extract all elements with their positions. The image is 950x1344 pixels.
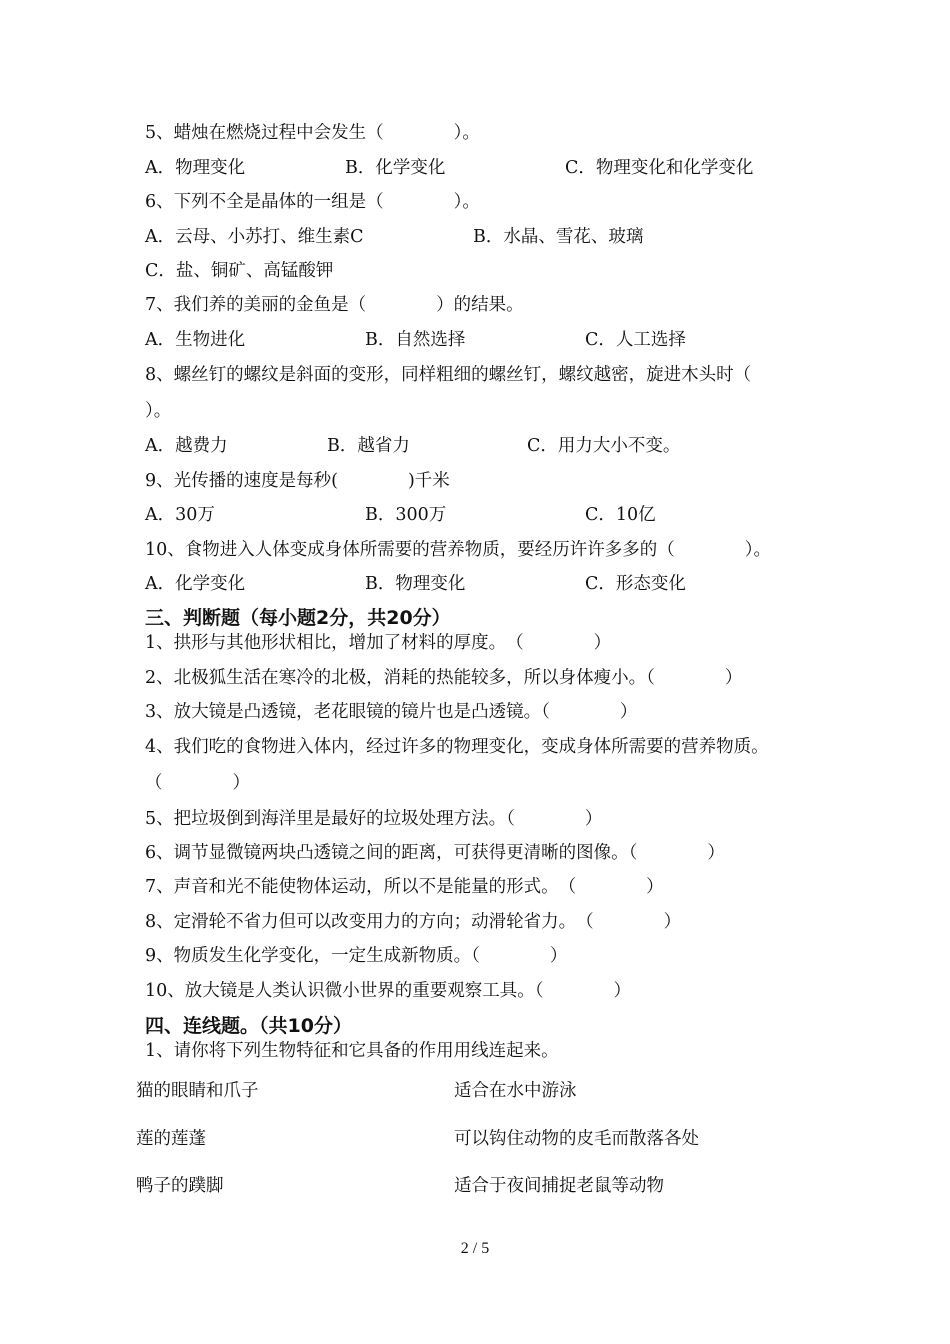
- q10-text: 10、食物进入人体变成身体所需要的营养物质，要经历许许多多的（ ）。: [145, 540, 772, 560]
- q6-text: 6、下列不全是晶体的一组是（ ）。: [145, 192, 480, 212]
- q8-text-cont: ）。: [145, 401, 172, 421]
- match-right-3: 适合于夜间捕捉老鼠等动物: [454, 1176, 664, 1196]
- q8-text: 8、螺丝钉的螺纹是斜面的变形，同样粗细的螺丝钉，螺纹越密，旋进木头时（: [145, 365, 752, 385]
- q7-option-b: B．自然选择: [365, 330, 466, 350]
- q10-option-a: A．化学变化: [145, 574, 246, 594]
- q6-option-b: B．水晶、雪花、玻璃: [473, 227, 644, 247]
- section4-heading: 四、连线题。（共10分）: [145, 1015, 352, 1037]
- judge-item-2: 2、北极狐生活在寒冷的北极，消耗的热能较多，所以身体瘦小。（ ）: [145, 668, 743, 688]
- judge-item-4: 4、我们吃的食物进入体内，经过许多的物理变化，变成身体所需要的营养物质。: [145, 737, 769, 757]
- q8-option-a: A．越费力: [145, 436, 228, 456]
- judge-item-3: 3、放大镜是凸透镜，老花眼镜的镜片也是凸透镜。（ ）: [145, 702, 638, 722]
- match-right-2: 可以钩住动物的皮毛而散落各处: [454, 1129, 699, 1149]
- q9-option-a: A．30万: [145, 505, 215, 525]
- section3-heading: 三、判断题（每小题2分，共20分）: [145, 607, 451, 629]
- q10-option-b: B．物理变化: [365, 574, 466, 594]
- q8-option-c: C．用力大小不变。: [527, 436, 681, 456]
- q5-option-a: A．物理变化: [145, 158, 246, 178]
- q6-option-c: C．盐、铜矿、高锰酸钾: [145, 261, 334, 281]
- judge-item-9: 9、物质发生化学变化，一定生成新物质。（ ）: [145, 946, 568, 966]
- q9-option-b: B．300万: [365, 505, 447, 525]
- judge-item-8: 8、定滑轮不省力但可以改变用力的方向；动滑轮省力。 （ ）: [145, 912, 682, 932]
- judge-item-4-blank: （ ）: [145, 773, 250, 793]
- q10-option-c: C．形态变化: [585, 574, 686, 594]
- page-number: 2 / 5: [460, 1240, 490, 1257]
- match-left-1: 猫的眼睛和爪子: [136, 1081, 259, 1101]
- judge-item-7: 7、声音和光不能使物体运动，所以不是能量的形式。 （ ）: [145, 877, 664, 897]
- q8-option-b: B．越省力: [327, 436, 410, 456]
- match-left-3: 鸭子的蹼脚: [136, 1176, 224, 1196]
- judge-item-6: 6、调节显微镜两块凸透镜之间的距离，可获得更清晰的图像。（ ）: [145, 843, 725, 863]
- q6-option-a: A．云母、小苏打、维生素C: [145, 227, 364, 247]
- q5-option-c: C．物理变化和化学变化: [565, 158, 754, 178]
- q7-option-c: C．人工选择: [585, 330, 686, 350]
- q9-text: 9、光传播的速度是每秒( )千米: [145, 471, 450, 491]
- q5-text: 5、蜡烛在燃烧过程中会发生（ ）。: [145, 123, 480, 143]
- judge-item-5: 5、把垃圾倒到海洋里是最好的垃圾处理方法。（ ）: [145, 809, 603, 829]
- judge-item-10: 10、放大镜是人类认识微小世界的重要观察工具。（ ）: [145, 981, 632, 1001]
- match-left-2: 莲的莲蓬: [136, 1129, 206, 1149]
- q7-option-a: A．生物进化: [145, 330, 246, 350]
- q7-text: 7、我们养的美丽的金鱼是（ ）的结果。: [145, 295, 524, 315]
- q9-option-c: C．10亿: [585, 505, 656, 525]
- judge-item-1: 1、拱形与其他形状相比，增加了材料的厚度。 （ ）: [145, 633, 612, 653]
- match-question-1: 1、请你将下列生物特征和它具备的作用用线连起来。: [145, 1041, 559, 1061]
- match-right-1: 适合在水中游泳: [454, 1081, 577, 1101]
- q5-option-b: B．化学变化: [345, 158, 446, 178]
